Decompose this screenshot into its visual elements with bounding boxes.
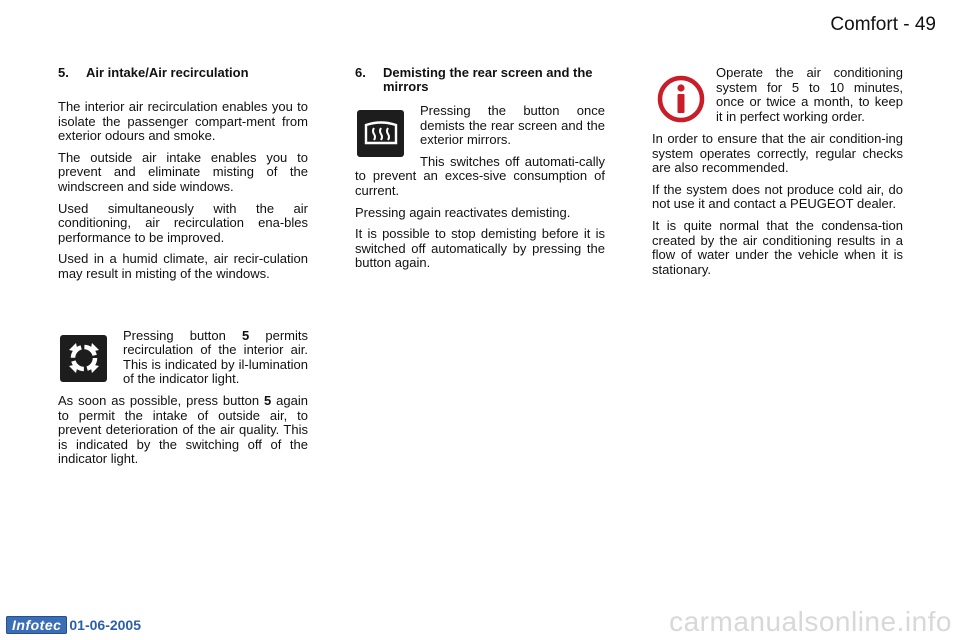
infotec-logo: Infotec bbox=[6, 616, 67, 634]
button-5-description: Pressing button 5 permits recirculation of the interior air. This is indicated by il-lumination of the indicator light. bbox=[123, 327, 308, 387]
paragraph: It is quite normal that the condensa-tion created by the air conditioning results in a flow of water under the vehicle when it is stationary. bbox=[652, 217, 903, 277]
paragraph: Operate the air conditioning system for 5 to 10 minutes, once or twice a month, to keep it in perfect working order. bbox=[716, 65, 903, 124]
section-title: Demisting the rear screen and the mirrors bbox=[383, 65, 593, 94]
air-recirculation-icon bbox=[60, 335, 107, 382]
edition-date: 01-06-2005 bbox=[69, 617, 142, 633]
section-number: 5. bbox=[58, 65, 69, 80]
paragraph: It is possible to stop demisting before it is switched off automatically by pressing the button again. bbox=[355, 226, 605, 271]
rear-demist-icon bbox=[357, 110, 404, 157]
section-air-conditioning-notes bbox=[652, 66, 903, 284]
paragraph: Used in a humid climate, air recir-culation may result in misting of the windows. bbox=[58, 251, 308, 281]
info-icon bbox=[656, 74, 706, 124]
page-title: Comfort - 49 bbox=[830, 14, 936, 35]
section-number: 6. bbox=[355, 65, 366, 80]
section-air-intake bbox=[58, 66, 308, 474]
paragraph: The outside air intake enables you to prevent and eliminate misting of the windscreen and side windows. bbox=[58, 149, 308, 194]
section-demisting bbox=[355, 66, 605, 278]
paragraph: In order to ensure that the air condition-ing system operates correctly, regular checks are also recommended. bbox=[652, 131, 903, 176]
paragraph-after: As soon as possible, press button 5 again to permit the intake of outside air, to prevent deterioration of the air quality. This is indicated by the switching off of the indicator light. bbox=[58, 392, 308, 467]
paragraph: Used simultaneously with the air conditioning, air recirculation ena-bles performance to be improved. bbox=[58, 200, 308, 245]
paragraph: Pressing again reactivates demisting. bbox=[355, 204, 571, 220]
section-title: Air intake/Air recirculation bbox=[86, 65, 249, 80]
paragraph: The interior air recirculation enables you to isolate the passenger compart-ment from exterior odours and smoke. bbox=[58, 99, 308, 144]
watermark: carmanualsonline.info bbox=[669, 606, 952, 637]
paragraph: If the system does not produce cold air, do not use it and contact a PEUGEOT dealer. bbox=[652, 181, 903, 212]
section-heading-air-intake bbox=[58, 66, 308, 80]
footer bbox=[6, 616, 141, 634]
section-heading-demisting bbox=[355, 66, 605, 94]
paragraph: Pressing the button once demists the rear screen and the exterior mirrors. bbox=[420, 103, 605, 148]
paragraph: This switches off automati-cally to prevent an exces-sive consumption of current. bbox=[355, 153, 605, 198]
